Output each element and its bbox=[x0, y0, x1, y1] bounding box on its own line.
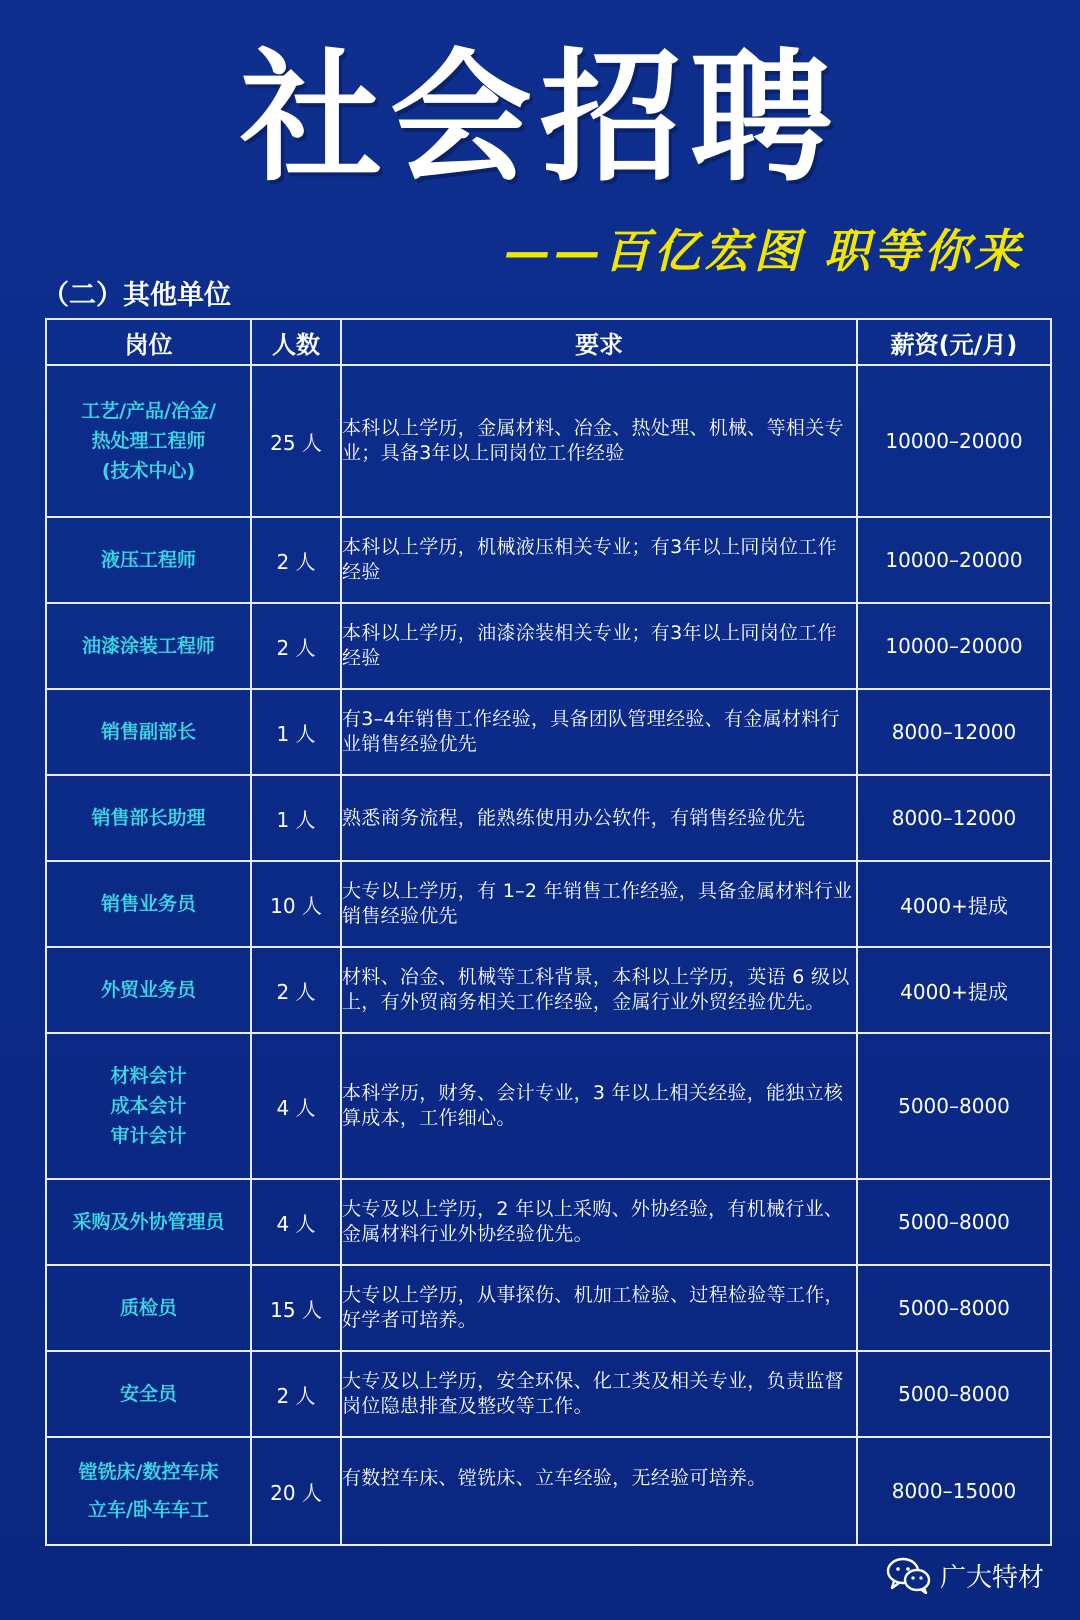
salary-cell: 5000–8000 bbox=[857, 1265, 1051, 1351]
salary-cell: 8000–12000 bbox=[857, 689, 1051, 775]
position-line: 销售业务员 bbox=[100, 893, 196, 915]
count-cell: 2 人 bbox=[251, 517, 341, 603]
position-line: 质检员 bbox=[119, 1297, 177, 1319]
salary-cell: 10000–20000 bbox=[857, 365, 1051, 517]
count-cell: 4 人 bbox=[251, 1033, 341, 1179]
brand bbox=[886, 1556, 1044, 1594]
brand-name: 广大特材 bbox=[939, 1562, 1044, 1593]
position-cell bbox=[46, 1033, 251, 1179]
salary-cell: 5000–8000 bbox=[857, 1033, 1051, 1179]
wechat-icon bbox=[886, 1556, 932, 1594]
position-cell bbox=[46, 689, 251, 775]
position-line: 外贸业务员 bbox=[100, 979, 196, 1001]
table-row bbox=[46, 1265, 1051, 1351]
requirements-cell: 大专以上学历，从事探伤、机加工检验、过程检验等工作，好学者可培养。 bbox=[341, 1265, 857, 1351]
count-cell: 10 人 bbox=[251, 861, 341, 947]
header-requirements: 要求 bbox=[341, 319, 857, 365]
count-cell: 1 人 bbox=[251, 775, 341, 861]
header-salary: 薪资(元/月) bbox=[857, 319, 1051, 365]
count-cell: 1 人 bbox=[251, 689, 341, 775]
table-row bbox=[46, 775, 1051, 861]
table-row bbox=[46, 1033, 1051, 1179]
section-title: （二）其他单位 bbox=[42, 280, 231, 311]
position-line: 镗铣床/数控车床 bbox=[78, 1461, 219, 1483]
salary-cell: 10000–20000 bbox=[857, 603, 1051, 689]
position-cell bbox=[46, 1265, 251, 1351]
count-cell: 2 人 bbox=[251, 1351, 341, 1437]
table-row bbox=[46, 365, 1051, 517]
table-row bbox=[46, 603, 1051, 689]
count-cell: 15 人 bbox=[251, 1265, 341, 1351]
table-row bbox=[46, 1351, 1051, 1437]
position-cell bbox=[46, 775, 251, 861]
position-line: 销售部长助理 bbox=[91, 807, 206, 829]
jobs-table bbox=[45, 318, 1052, 1546]
table-body bbox=[46, 365, 1051, 1545]
position-line: 立车/卧车车工 bbox=[88, 1499, 209, 1521]
requirements-cell: 本科以上学历，油漆涂装相关专业；有3年以上同岗位工作经验 bbox=[341, 603, 857, 689]
requirements-cell: 本科学历，财务、会计专业，3 年以上相关经验，能独立核算成本，工作细心。 bbox=[341, 1033, 857, 1179]
position-cell bbox=[46, 1437, 251, 1545]
table-row bbox=[46, 1179, 1051, 1265]
position-line: 采购及外协管理员 bbox=[72, 1211, 225, 1233]
position-line: 材料会计 bbox=[110, 1065, 187, 1087]
requirements-cell: 材料、冶金、机械等工科背景，本科以上学历，英语 6 级以上，有外贸商务相关工作经验，金属行业外贸经验优先。 bbox=[341, 947, 857, 1033]
position-cell bbox=[46, 517, 251, 603]
table-row bbox=[46, 689, 1051, 775]
requirements-cell: 大专及以上学历，安全环保、化工类及相关专业，负责监督岗位隐患排查及整改等工作。 bbox=[341, 1351, 857, 1437]
position-cell bbox=[46, 947, 251, 1033]
position-line: 液压工程师 bbox=[100, 549, 196, 571]
header-count: 人数 bbox=[251, 319, 341, 365]
position-line: 审计会计 bbox=[110, 1125, 187, 1147]
salary-cell: 8000–12000 bbox=[857, 775, 1051, 861]
count-cell: 20 人 bbox=[251, 1437, 341, 1545]
requirements-cell: 本科以上学历，金属材料、冶金、热处理、机械、等相关专业；具备3年以上同岗位工作经验 bbox=[341, 365, 857, 517]
salary-cell: 4000+提成 bbox=[857, 861, 1051, 947]
requirements-cell: 有3–4年销售工作经验，具备团队管理经验、有金属材料行业销售经验优先 bbox=[341, 689, 857, 775]
requirements-cell: 本科以上学历，机械液压相关专业；有3年以上同岗位工作经验 bbox=[341, 517, 857, 603]
salary-cell: 4000+提成 bbox=[857, 947, 1051, 1033]
position-cell bbox=[46, 603, 251, 689]
requirements-cell: 熟悉商务流程，能熟练使用办公软件，有销售经验优先 bbox=[341, 775, 857, 861]
position-cell bbox=[46, 365, 251, 517]
position-cell bbox=[46, 1179, 251, 1265]
requirements-cell: 有数控车床、镗铣床、立车经验，无经验可培养。 bbox=[341, 1437, 857, 1545]
position-line: (技术中心) bbox=[101, 460, 196, 482]
position-line: 成本会计 bbox=[110, 1095, 187, 1117]
slogan: ——百亿宏图 职等你来 bbox=[503, 224, 1024, 278]
table-row bbox=[46, 1437, 1051, 1545]
table-row bbox=[46, 861, 1051, 947]
position-line: 热处理工程师 bbox=[91, 430, 206, 452]
table-header-row bbox=[46, 319, 1051, 365]
position-line: 销售副部长 bbox=[100, 721, 196, 743]
position-line: 安全员 bbox=[119, 1383, 177, 1405]
count-cell: 2 人 bbox=[251, 947, 341, 1033]
position-cell bbox=[46, 861, 251, 947]
requirements-cell: 大专以上学历，有 1–2 年销售工作经验，具备金属材料行业销售经验优先 bbox=[341, 861, 857, 947]
salary-cell: 5000–8000 bbox=[857, 1179, 1051, 1265]
position-line: 工艺/产品/冶金/ bbox=[81, 400, 216, 422]
requirements-cell: 大专及以上学历，2 年以上采购、外协经验，有机械行业、金属材料行业外协经验优先。 bbox=[341, 1179, 857, 1265]
count-cell: 2 人 bbox=[251, 603, 341, 689]
salary-cell: 5000–8000 bbox=[857, 1351, 1051, 1437]
position-cell bbox=[46, 1351, 251, 1437]
count-cell: 4 人 bbox=[251, 1179, 341, 1265]
salary-cell: 10000–20000 bbox=[857, 517, 1051, 603]
count-cell: 25 人 bbox=[251, 365, 341, 517]
table-row bbox=[46, 517, 1051, 603]
page-title: 社会招聘 bbox=[240, 36, 840, 201]
salary-cell: 8000–15000 bbox=[857, 1437, 1051, 1545]
position-line: 油漆涂装工程师 bbox=[81, 635, 215, 657]
header-position: 岗位 bbox=[46, 319, 251, 365]
table-row bbox=[46, 947, 1051, 1033]
